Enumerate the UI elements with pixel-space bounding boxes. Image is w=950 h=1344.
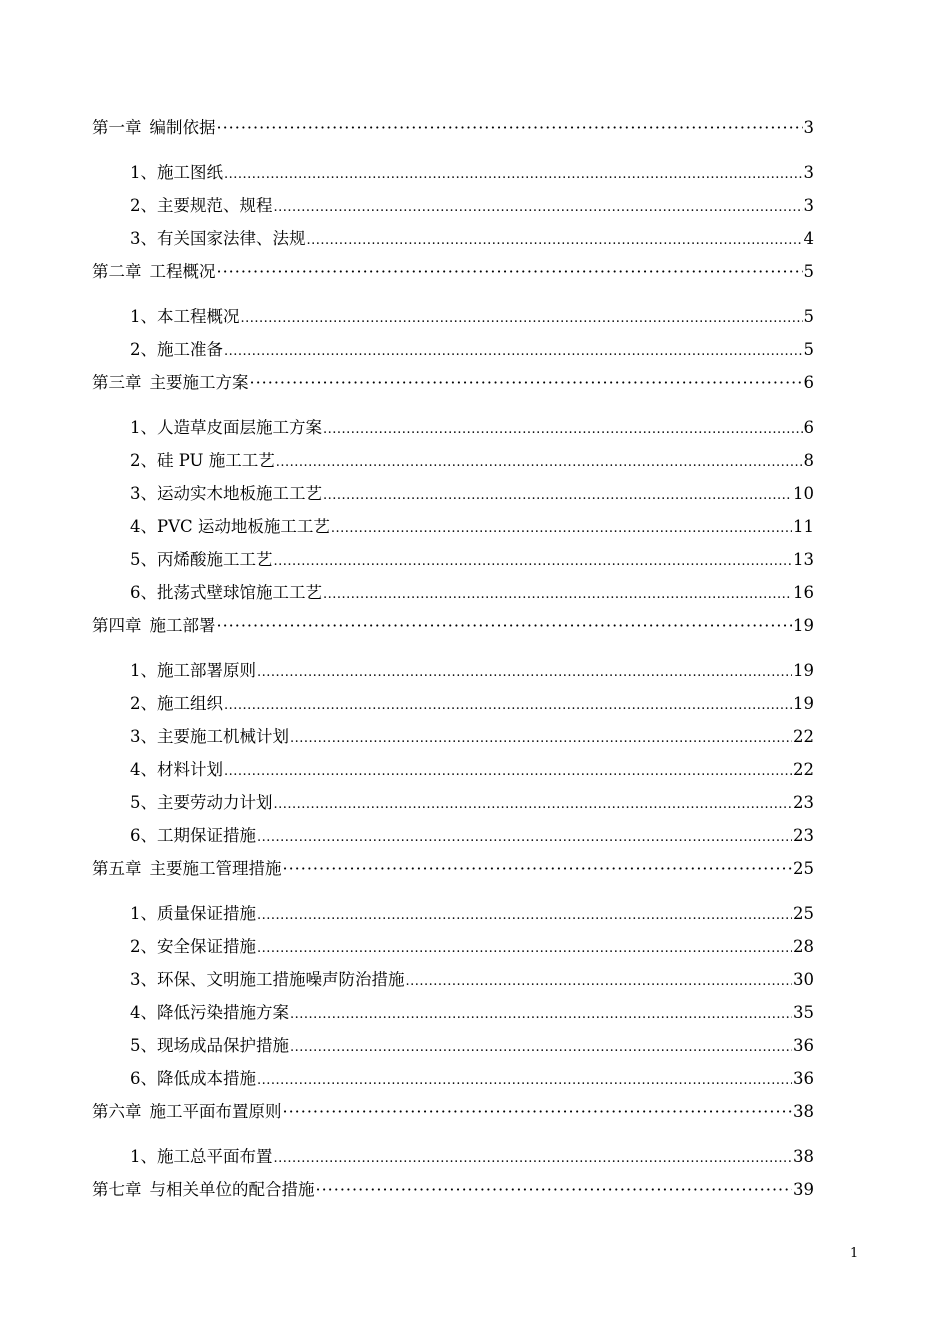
toc-section-entry[interactable] bbox=[92, 418, 814, 451]
toc-leader-dots bbox=[316, 1180, 793, 1200]
toc-leader-dots bbox=[224, 340, 803, 362]
toc-entry-number: 1、 bbox=[130, 163, 157, 182]
toc-entry-page: 38 bbox=[793, 1102, 814, 1121]
toc-entry-title: 硅 PU 施工工艺 bbox=[157, 451, 275, 470]
toc-section-entry[interactable] bbox=[92, 1069, 814, 1102]
toc-entry-title: 质量保证措施 bbox=[157, 904, 256, 923]
toc-entry-page: 8 bbox=[803, 451, 814, 470]
toc-entry-page: 39 bbox=[793, 1180, 814, 1199]
toc-entry-page: 5 bbox=[803, 262, 814, 281]
toc-entry-page: 23 bbox=[793, 793, 814, 812]
toc-entry-number: 6、 bbox=[130, 1069, 157, 1088]
toc-entry-number: 6、 bbox=[130, 826, 157, 845]
toc-section-entry[interactable] bbox=[92, 196, 814, 229]
toc-section-entry[interactable] bbox=[92, 793, 814, 826]
toc-entry-title: 主要施工机械计划 bbox=[157, 727, 289, 746]
toc-entry-title: 施工图纸 bbox=[157, 163, 223, 182]
toc-entry-page: 6 bbox=[803, 373, 814, 392]
toc-entry-title: 批荡式壁球馆施工工艺 bbox=[157, 583, 322, 602]
toc-entry-title: 人造草皮面层施工方案 bbox=[157, 418, 322, 437]
toc-entry-page: 5 bbox=[803, 340, 814, 359]
toc-entry-page: 13 bbox=[793, 550, 814, 569]
toc-entry-title: 降低污染措施方案 bbox=[157, 1003, 289, 1022]
toc-entry-title: 工期保证措施 bbox=[157, 826, 256, 845]
toc-entry-number: 2、 bbox=[130, 451, 157, 470]
toc-section-entry[interactable] bbox=[92, 904, 814, 937]
toc-section-entry[interactable] bbox=[92, 517, 814, 550]
toc-leader-dots bbox=[323, 418, 803, 440]
toc-entry-title: 主要施工方案 bbox=[149, 373, 249, 392]
toc-entry-page: 22 bbox=[793, 760, 814, 779]
toc-entry-number: 2、 bbox=[130, 196, 157, 215]
toc-entry-title: 施工总平面布置 bbox=[157, 1147, 273, 1166]
toc-entry-title: 工程概况 bbox=[149, 262, 216, 281]
toc-leader-dots bbox=[290, 727, 792, 749]
toc-entry-page: 6 bbox=[803, 418, 814, 437]
toc-section-entry[interactable] bbox=[92, 1003, 814, 1036]
toc-section-entry[interactable] bbox=[92, 727, 814, 760]
toc-leader-dots bbox=[257, 937, 792, 959]
toc-entry-title: 现场成品保护措施 bbox=[157, 1036, 289, 1055]
toc-entry-page: 35 bbox=[793, 1003, 814, 1022]
toc-entry-number: 第四章 bbox=[92, 616, 142, 635]
toc-section-entry[interactable] bbox=[92, 760, 814, 793]
toc-entry-page: 11 bbox=[793, 517, 814, 536]
toc-entry-number: 第一章 bbox=[92, 118, 142, 137]
toc-leader-dots bbox=[217, 262, 803, 282]
toc-leader-dots bbox=[283, 859, 793, 879]
toc-section-entry[interactable] bbox=[92, 661, 814, 694]
toc-entry-title: 施工组织 bbox=[157, 694, 223, 713]
toc-entry-title: 主要劳动力计划 bbox=[157, 793, 273, 812]
toc-chapter-entry[interactable] bbox=[92, 1102, 814, 1147]
toc-entry-number: 6、 bbox=[130, 583, 157, 602]
toc-entry-page: 22 bbox=[793, 727, 814, 746]
toc-entry-title: 安全保证措施 bbox=[157, 937, 256, 956]
toc-section-entry[interactable] bbox=[92, 937, 814, 970]
toc-entry-title: 施工平面布置原则 bbox=[149, 1102, 282, 1121]
toc-entry-number: 2、 bbox=[130, 694, 157, 713]
toc-entry-number: 3、 bbox=[130, 484, 157, 503]
toc-entry-title: 本工程概况 bbox=[157, 307, 240, 326]
toc-leader-dots bbox=[241, 307, 803, 329]
toc-leader-dots bbox=[274, 1147, 793, 1169]
toc-section-entry[interactable] bbox=[92, 826, 814, 859]
toc-entry-page: 3 bbox=[803, 118, 814, 137]
toc-entry-number: 1、 bbox=[130, 307, 157, 326]
toc-entry-number: 1、 bbox=[130, 661, 157, 680]
toc-leader-dots bbox=[224, 760, 792, 782]
toc-entry-title: 有关国家法律、法规 bbox=[157, 229, 306, 248]
toc-leader-dots bbox=[224, 163, 803, 185]
toc-leader-dots bbox=[283, 1102, 793, 1122]
toc-entry-number: 2、 bbox=[130, 340, 157, 359]
toc-section-entry[interactable] bbox=[92, 550, 814, 583]
toc-entry-page: 10 bbox=[793, 484, 814, 503]
toc-entry-page: 3 bbox=[803, 196, 814, 215]
toc-entry-number: 第六章 bbox=[92, 1102, 142, 1121]
toc-entry-page: 3 bbox=[803, 163, 814, 182]
toc-leader-dots bbox=[224, 694, 792, 716]
toc-chapter-entry[interactable] bbox=[92, 262, 814, 307]
toc-chapter-entry[interactable] bbox=[92, 616, 814, 661]
toc-leader-dots bbox=[274, 793, 793, 815]
toc-leader-dots bbox=[331, 517, 792, 539]
toc-leader-dots bbox=[250, 373, 803, 393]
toc-section-entry[interactable] bbox=[92, 229, 814, 262]
toc-entry-number: 5、 bbox=[130, 793, 157, 812]
toc-entry-number: 1、 bbox=[130, 1147, 157, 1166]
toc-entry-number: 4、 bbox=[130, 517, 157, 536]
toc-section-entry[interactable] bbox=[92, 451, 814, 484]
toc-entry-title: 施工部署 bbox=[149, 616, 216, 635]
toc-leader-dots bbox=[307, 229, 803, 251]
toc-entry-number: 1、 bbox=[130, 418, 157, 437]
toc-section-entry[interactable] bbox=[92, 970, 814, 1003]
toc-entry-page: 25 bbox=[793, 859, 814, 878]
table-of-contents bbox=[92, 118, 814, 1213]
toc-entry-title: 施工部署原则 bbox=[157, 661, 256, 680]
toc-entry-number: 2、 bbox=[130, 937, 157, 956]
toc-section-entry[interactable] bbox=[92, 1036, 814, 1069]
toc-entry-page: 23 bbox=[793, 826, 814, 845]
toc-leader-dots bbox=[274, 550, 793, 572]
toc-leader-dots bbox=[217, 616, 793, 636]
toc-leader-dots bbox=[274, 196, 803, 218]
toc-entry-page: 28 bbox=[793, 937, 814, 956]
toc-entry-page: 25 bbox=[793, 904, 814, 923]
toc-entry-title: 丙烯酸施工工艺 bbox=[157, 550, 273, 569]
toc-entry-number: 第七章 bbox=[92, 1180, 142, 1199]
toc-leader-dots bbox=[257, 661, 792, 683]
toc-section-entry[interactable] bbox=[92, 484, 814, 517]
toc-leader-dots bbox=[217, 118, 803, 138]
toc-entry-page: 38 bbox=[793, 1147, 814, 1166]
toc-entry-page: 19 bbox=[793, 694, 814, 713]
toc-leader-dots bbox=[257, 826, 792, 848]
toc-entry-title: 材料计划 bbox=[157, 760, 223, 779]
toc-entry-title: 主要施工管理措施 bbox=[149, 859, 282, 878]
toc-entry-title: 环保、文明施工措施噪声防治措施 bbox=[157, 970, 405, 989]
toc-entry-page: 19 bbox=[793, 661, 814, 680]
toc-entry-title: 与相关单位的配合措施 bbox=[149, 1180, 315, 1199]
toc-entry-page: 4 bbox=[803, 229, 814, 248]
toc-entry-number: 5、 bbox=[130, 1036, 157, 1055]
toc-section-entry[interactable] bbox=[92, 340, 814, 373]
toc-entry-page: 16 bbox=[793, 583, 814, 602]
toc-entry-page: 19 bbox=[793, 616, 814, 635]
toc-entry-number: 第二章 bbox=[92, 262, 142, 281]
toc-leader-dots bbox=[406, 970, 793, 992]
toc-entry-title: 运动实木地板施工工艺 bbox=[157, 484, 322, 503]
toc-section-entry[interactable] bbox=[92, 694, 814, 727]
toc-leader-dots bbox=[290, 1003, 792, 1025]
toc-leader-dots bbox=[323, 484, 792, 506]
toc-entry-number: 4、 bbox=[130, 1003, 157, 1022]
toc-entry-page: 36 bbox=[793, 1069, 814, 1088]
toc-entry-title: 编制依据 bbox=[149, 118, 216, 137]
toc-entry-number: 第五章 bbox=[92, 859, 142, 878]
toc-leader-dots bbox=[276, 451, 803, 473]
toc-section-entry[interactable] bbox=[92, 1147, 814, 1180]
toc-chapter-entry[interactable] bbox=[92, 118, 814, 163]
toc-entry-page: 36 bbox=[793, 1036, 814, 1055]
toc-chapter-entry[interactable] bbox=[92, 859, 814, 904]
page-number: 1 bbox=[850, 1246, 859, 1261]
toc-chapter-entry[interactable] bbox=[92, 373, 814, 418]
toc-entry-number: 第三章 bbox=[92, 373, 142, 392]
toc-entry-number: 1、 bbox=[130, 904, 157, 923]
toc-section-entry[interactable] bbox=[92, 583, 814, 616]
toc-section-entry[interactable] bbox=[92, 163, 814, 196]
toc-chapter-entry[interactable] bbox=[92, 1180, 814, 1213]
toc-leader-dots bbox=[257, 904, 792, 926]
toc-entry-number: 4、 bbox=[130, 760, 157, 779]
toc-entry-title: 降低成本措施 bbox=[157, 1069, 256, 1088]
toc-entry-number: 5、 bbox=[130, 550, 157, 569]
toc-leader-dots bbox=[323, 583, 792, 605]
toc-entry-number: 3、 bbox=[130, 229, 157, 248]
toc-section-entry[interactable] bbox=[92, 307, 814, 340]
toc-entry-title: 施工准备 bbox=[157, 340, 223, 359]
toc-entry-page: 5 bbox=[803, 307, 814, 326]
toc-entry-number: 3、 bbox=[130, 727, 157, 746]
toc-entry-page: 30 bbox=[793, 970, 814, 989]
toc-entry-title: 主要规范、规程 bbox=[157, 196, 273, 215]
toc-leader-dots bbox=[257, 1069, 792, 1091]
toc-leader-dots bbox=[290, 1036, 792, 1058]
toc-entry-title: PVC 运动地板施工工艺 bbox=[157, 517, 330, 536]
toc-entry-number: 3、 bbox=[130, 970, 157, 989]
